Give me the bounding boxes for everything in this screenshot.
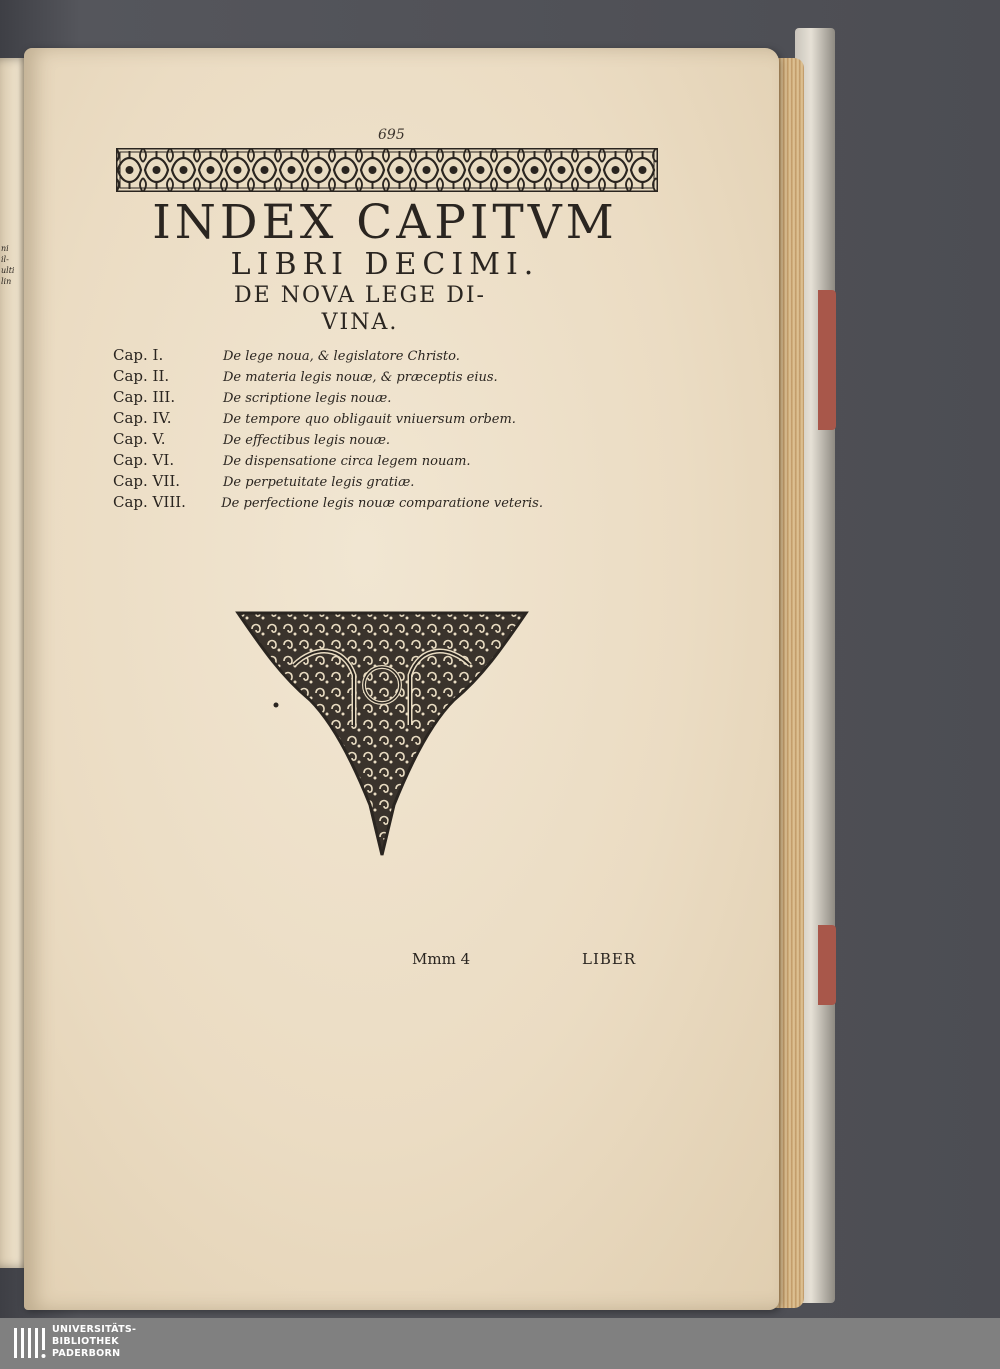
chapter-title: De materia legis nouæ, & præceptis eius. xyxy=(223,370,498,385)
chapter-entry xyxy=(113,388,543,409)
chapter-number: Cap. IV. xyxy=(113,409,172,427)
margin-fragment: il- xyxy=(1,255,9,264)
chapter-entry xyxy=(113,346,543,367)
chapter-title: De dispensatione circa legem nouam. xyxy=(223,454,471,469)
library-footer xyxy=(0,1318,1000,1369)
chapter-entry xyxy=(113,409,543,430)
chapter-title: De tempore quo obligauit vniuersum orbem. xyxy=(223,412,516,427)
chapter-entry xyxy=(113,451,543,472)
ornamental-tailpiece xyxy=(234,605,530,860)
chapter-entry xyxy=(113,367,543,388)
chapter-number: Cap. VII. xyxy=(113,472,181,490)
chapter-title: De scriptione legis nouæ. xyxy=(223,391,392,406)
catchword: LIBER xyxy=(582,950,637,968)
subtitle-line: DE NOVA LEGE DI- xyxy=(234,283,486,308)
page-subtitle-2 xyxy=(150,282,570,336)
subtitle-line: VINA. xyxy=(321,310,399,335)
library-name-line: PADERBORN xyxy=(52,1348,121,1359)
chapter-title: De lege noua, & legislatore Christo. xyxy=(223,349,460,364)
chapter-number: Cap. III. xyxy=(113,388,176,406)
page-number: 695 xyxy=(378,127,405,143)
margin-fragment: ulti xyxy=(1,266,15,275)
chapter-index xyxy=(113,346,543,514)
chapter-title: De perfectione legis nouæ comparatione veteris. xyxy=(221,496,543,511)
page-subtitle: LIBRI DECIMI. xyxy=(230,247,540,282)
library-logo-icon xyxy=(12,1324,48,1362)
chapter-number: Cap. V. xyxy=(113,430,166,448)
chapter-number: Cap. I. xyxy=(113,346,164,364)
ornamental-headpiece xyxy=(116,148,658,192)
chapter-entry xyxy=(113,493,543,514)
chapter-title: De effectibus legis nouæ. xyxy=(223,433,391,448)
chapter-number: Cap. VI. xyxy=(113,451,175,469)
signature-mark: Mmm 4 xyxy=(412,950,471,968)
margin-fragment: ni xyxy=(1,244,9,253)
bookmark-tab xyxy=(818,925,836,1005)
library-name-line: UNIVERSITÄTS- xyxy=(52,1324,137,1335)
bookmark-tab xyxy=(818,290,836,430)
page-title: INDEX CAPITVM xyxy=(152,195,618,250)
library-name xyxy=(52,1324,136,1360)
chapter-entry xyxy=(113,430,543,451)
chapter-title: De perpetuitate legis gratiæ. xyxy=(223,475,415,490)
left-page-margin-text xyxy=(1,243,19,287)
chapter-number: Cap. VIII. xyxy=(113,493,186,511)
library-name-line: BIBLIOTHEK xyxy=(52,1336,119,1347)
chapter-entry xyxy=(113,472,543,493)
chapter-number: Cap. II. xyxy=(113,367,170,385)
margin-fragment: lin xyxy=(1,277,12,286)
